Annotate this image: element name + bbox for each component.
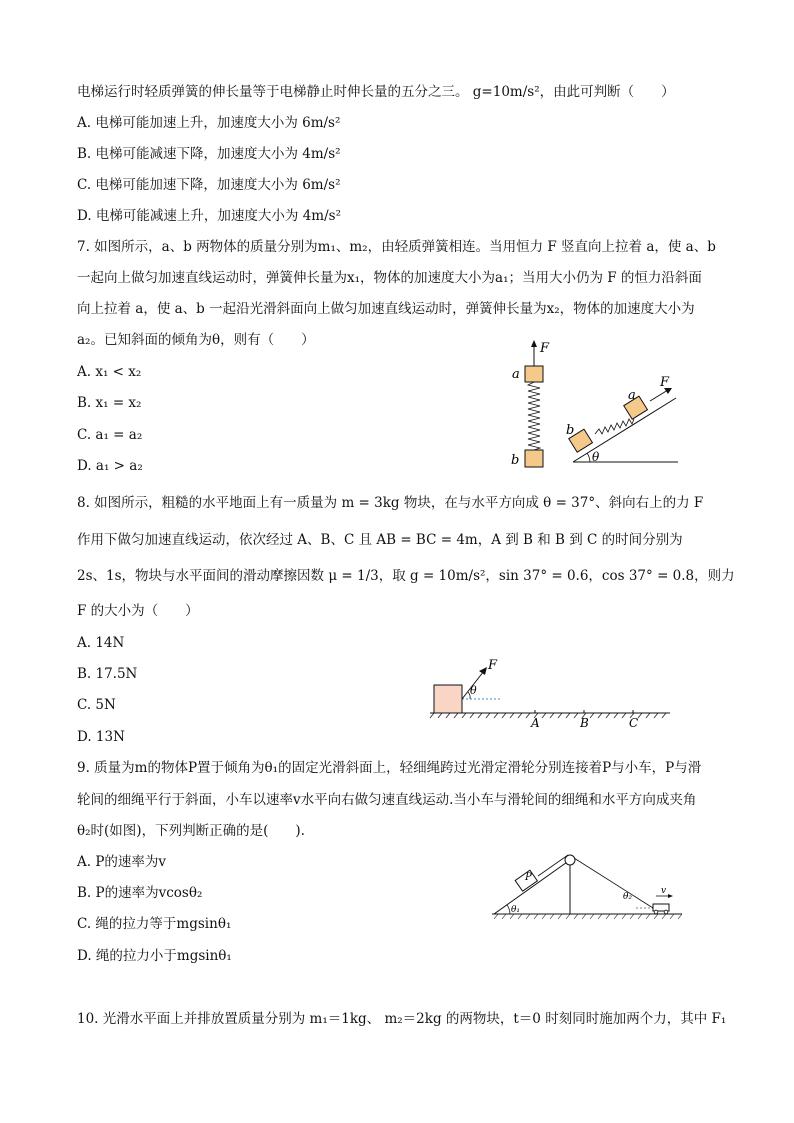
q9-line-2: 轮间的细绳平行于斜面，小车以速率v水平向右做匀速直线运动.当小车与滑轮间的细绳和水平方向成夹角 <box>77 792 697 808</box>
q8-figure <box>428 655 673 730</box>
q9-cart-wheel-left <box>654 910 658 914</box>
q7-option-a: A. x₁ < x₂ <box>77 364 142 380</box>
q7-incline-label-b: b <box>566 423 575 438</box>
q7-incline-label-F: F <box>660 375 670 390</box>
q9-label-P: P <box>525 872 532 883</box>
q9-line-3: θ₂时(如图)，下列判断正确的是( ). <box>77 823 305 839</box>
q9-velocity-arrowhead <box>668 894 673 898</box>
q8-label-A: A <box>531 716 540 730</box>
q6-stem: 电梯运行时轻质弹簧的伸长量等于电梯静止时伸长量的五分之三。 g=10m/s²，由此可判断（ ） <box>77 84 675 100</box>
q9-rope-to-P <box>538 855 568 876</box>
q7-vertical-label-a: a <box>512 367 520 382</box>
q8-block <box>434 685 462 713</box>
q9-incline <box>494 860 570 914</box>
q7-vertical-label-b: b <box>511 453 520 468</box>
q8-label-theta: θ <box>470 684 477 697</box>
q7-block-b-vertical <box>525 450 543 467</box>
q9-ground-hatch <box>494 914 682 919</box>
q9-option-d: D. 绳的拉力小于mgsinθ₁ <box>77 948 232 964</box>
q7-incline-label-theta: θ <box>592 450 600 464</box>
q8-label-F: F <box>488 658 498 673</box>
q7-theta-arc <box>587 453 590 462</box>
q8-option-c: C. 5N <box>77 697 116 713</box>
q7-incline-force-arrow <box>650 390 668 401</box>
q6-option-a: A. 电梯可能加速上升，加速度大小为 6m/s² <box>77 115 341 131</box>
q8-line-4: F 的大小为（ ） <box>77 603 199 619</box>
q7-incline-label-a: a <box>628 388 636 403</box>
q7-line-4: a₂。已知斜面的倾角为θ，则有（ ） <box>77 332 315 348</box>
q7-option-b: B. x₁ = x₂ <box>77 395 142 411</box>
q9-option-a: A. P的速率为v <box>77 854 167 870</box>
q8-label-C: C <box>629 716 639 730</box>
q7-block-a-vertical <box>525 366 543 382</box>
q7-option-d: D. a₁ > a₂ <box>77 458 143 474</box>
q7-line-1: 7. 如图所示，a、b 两物体的质量分别为m₁、m₂，由轻质弹簧相连。当用恒力 F 竖直向上拉着 a，使 a、b <box>77 239 716 255</box>
q9-rope-to-cart <box>574 858 653 908</box>
q7-vertical-arrowhead <box>531 340 537 347</box>
q7-line-2: 一起向上做匀加速直线运动时，弹簧伸长量为x₁，物体的加速度大小为a₁；当用大小仍为 F 的恒力沿斜面 <box>77 270 702 286</box>
q8-arrowhead <box>479 667 487 675</box>
q9-line-1: 9. 质量为m的物体P置于倾角为θ₁的固定光滑斜面上，轻细绳跨过光滑定滑轮分别连接着P与小车，P与滑 <box>77 760 702 776</box>
q9-label-v: v <box>661 886 667 896</box>
q8-line-2: 作用下做匀加速直线运动，依次经过 A、B、C 且 AB = BC = 4m，A 到 B 和 B 到 C 的时间分别为 <box>77 532 683 548</box>
q9-option-b: B. P的速率为vcosθ₂ <box>77 885 203 901</box>
q9-figure <box>490 852 685 922</box>
q6-option-d: D. 电梯可能减速上升，加速度大小为 4m/s² <box>77 208 341 224</box>
q8-option-a: A. 14N <box>77 635 125 651</box>
q9-theta1-arc <box>507 905 510 914</box>
q9-label-theta2: θ₂ <box>623 892 633 902</box>
q8-option-d: D. 13N <box>77 729 125 745</box>
q7-option-c: C. a₁ = a₂ <box>77 427 143 443</box>
q8-line-1: 8. 如图所示，粗糙的水平地面上有一质量为 m = 3kg 物块，在与水平方向成 θ = 37°、斜向右上的力 F <box>77 495 704 511</box>
q6-option-c: C. 电梯可能加速下降，加速度大小为 6m/s² <box>77 177 341 193</box>
q7-vertical-label-F: F <box>540 341 550 356</box>
q7-incline-spring <box>595 419 634 434</box>
q8-line-3: 2s、1s，物块与水平面间的滑动摩擦因数 μ = 1/3，取 g = 10m/s²，sin 37° = 0.6，cos 37° = 0.8，则力 <box>77 568 735 584</box>
q8-option-b: B. 17.5N <box>77 666 138 682</box>
q7-figure <box>500 338 690 473</box>
q9-cart-wheel-right <box>664 910 668 914</box>
q10-line-1: 10. 光滑水平面上并排放置质量分别为 m₁＝1kg、 m₂＝2kg 的两物块，t＝0 时刻同时施加两个力，其中 F₁ <box>77 1011 727 1027</box>
q7-line-3: 向上拉着 a，使 a、b 一起沿光滑斜面向上做匀加速直线运动时，弹簧伸长量为x₂，物体的加速度大小为 <box>77 301 695 317</box>
q6-option-b: B. 电梯可能减速下降，加速度大小为 4m/s² <box>77 146 341 162</box>
q7-vertical-spring <box>528 382 540 450</box>
q9-option-c: C. 绳的拉力等于mgsinθ₁ <box>77 916 232 932</box>
q8-label-B: B <box>580 716 589 730</box>
q9-label-theta1: θ₁ <box>511 905 521 915</box>
